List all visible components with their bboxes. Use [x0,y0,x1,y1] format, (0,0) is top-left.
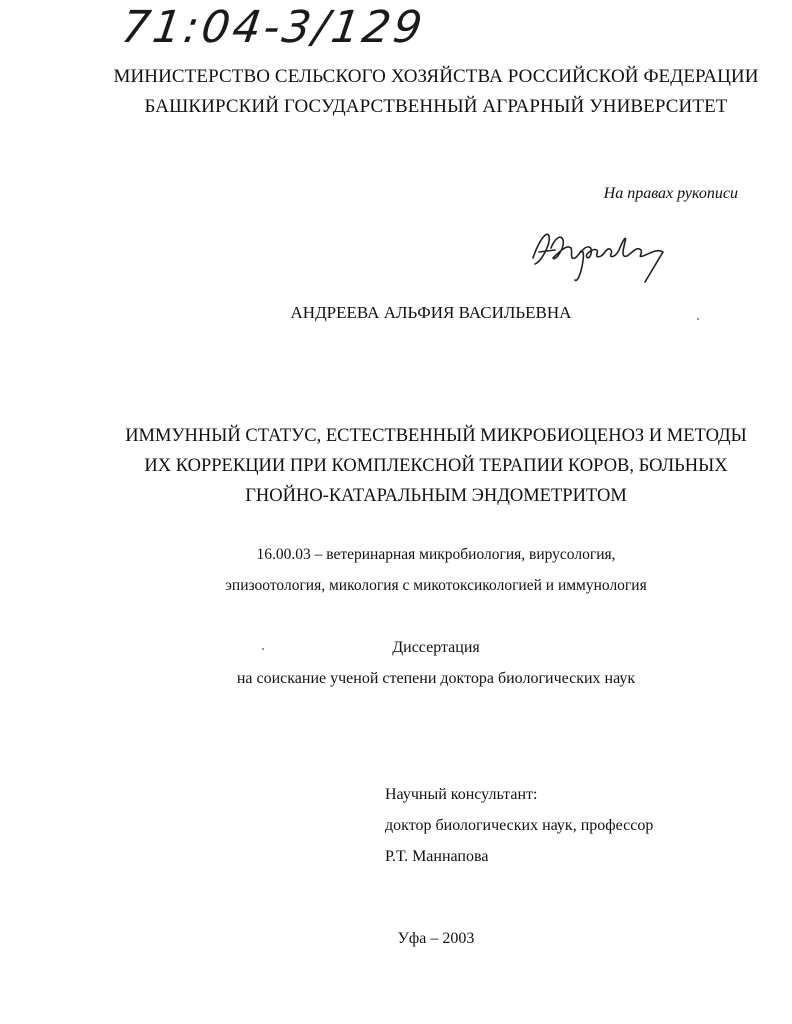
consultant-label: Научный консультант: [385,786,538,803]
scan-speck [697,318,699,320]
specialty-line-2: эпизоотология, микология с микотоксикологией и иммунология [225,577,647,594]
author-signature [525,218,675,290]
university-header-line-2: БАШКИРСКИЙ ГОСУДАРСТВЕННЫЙ АГРАРНЫЙ УНИВЕРСИТЕТ [144,96,728,117]
title-line-2: ИХ КОРРЕКЦИИ ПРИ КОМПЛЕКСНОЙ ТЕРАПИИ КОРОВ, БОЛЬНЫХ [144,456,728,476]
dissertation-title [40,421,792,511]
document-kind-label: Диссертация [392,639,480,656]
specialty-line-1: 16.00.03 – ветеринарная микробиология, вирусология, [256,546,616,563]
scan-speck [262,648,264,650]
document-kind-purpose: на соискание ученой степени доктора биологических наук [236,670,636,687]
consultant-name: Р.Т. Маннапова [385,848,489,865]
manuscript-rights-note: На правах рукописи [603,185,738,202]
city-year: Уфа – 2003 [397,930,475,947]
author-name: АНДРЕЕВА АЛЬФИЯ ВАСИЛЬЕВНА [290,303,572,322]
archive-stamp-number: 71:04-3/129 [118,2,429,53]
specialty-code [40,539,792,601]
consultant-degree: доктор биологических наук, профессор [385,817,654,834]
document-kind [40,632,792,694]
title-line-1: ИММУННЫЙ СТАТУС, ЕСТЕСТВЕННЫЙ МИКРОБИОЦЕНОЗ И МЕТОДЫ [125,426,747,446]
title-line-3: ГНОЙНО-КАТАРАЛЬНЫМ ЭНДОМЕТРИТОМ [245,486,627,506]
scientific-consultant [385,779,653,872]
ministry-header-line-1: МИНИСТЕРСТВО СЕЛЬСКОГО ХОЗЯЙСТВА РОССИЙСКОЙ ФЕДЕРАЦИИ [113,66,759,87]
